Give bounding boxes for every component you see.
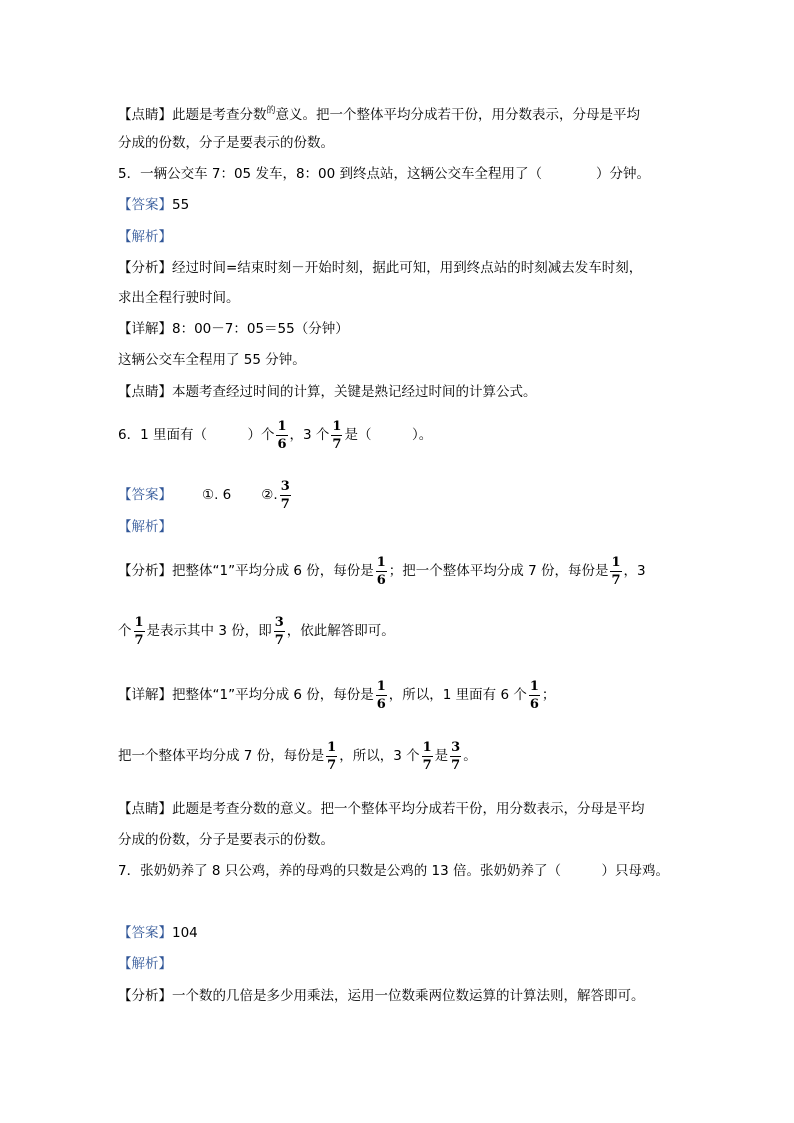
text: 【点睛】此题是考查分数的意义。把一个整体平均分成若干份，用分数表示，分母是平均	[118, 801, 645, 817]
text: 意义。把一个整体平均分成若干份，用分数表示，分母是平均	[275, 107, 641, 123]
jiexi-tag: 【解析】	[118, 956, 172, 972]
text: 。	[463, 747, 477, 764]
fraction-3-7	[274, 616, 285, 647]
fraction-denominator: 7	[422, 758, 432, 773]
xiangjie-5b	[118, 354, 306, 368]
fraction-denominator: 7	[332, 437, 342, 452]
text: 分成的份数，分子是要表示的份数。	[118, 135, 334, 151]
jiexi-7	[118, 958, 172, 972]
fenxi-5-line-1	[118, 262, 642, 276]
fraction-numerator: 1	[376, 555, 386, 570]
xiangjie-6-line-1	[118, 680, 555, 711]
fraction-denominator: 6	[529, 697, 539, 712]
fraction-numerator: 1	[134, 615, 144, 630]
answer-value: ②.	[261, 486, 278, 503]
fraction-1-7	[134, 616, 145, 647]
text: 的	[266, 106, 276, 116]
text: 【详解】8：00－7：05＝55（分钟）	[118, 321, 349, 337]
fenxi-7	[118, 990, 645, 1004]
text: 【分析】经过时间=结束时刻－开始时刻，据此可知，用到终点站的时刻减去发车时刻，	[118, 260, 643, 276]
fraction-numerator: 3	[280, 479, 290, 494]
text: 这辆公交车全程用了 55 分钟。	[118, 352, 306, 368]
question-text: 是（ ）。	[344, 426, 433, 443]
answer-tag: 【答案】	[118, 486, 172, 503]
fraction-numerator: 1	[611, 555, 621, 570]
answer-value: 104	[172, 925, 198, 941]
text: ，依此解答即可。	[286, 622, 395, 639]
fraction-denominator: 7	[274, 633, 284, 648]
fraction-numerator: 1	[422, 740, 432, 755]
text: 分成的份数，分子是要表示的份数。	[118, 832, 334, 848]
text: 【分析】一个数的几倍是多少用乘法，运用一位数乘两位数运算的计算法则，解答即可。	[118, 988, 645, 1004]
text: 【点睛】此题是考查分数	[118, 107, 267, 123]
fraction-denominator: 6	[376, 573, 386, 588]
question-text: 6．1 里面有（ ）个	[118, 426, 275, 443]
text: 是	[434, 747, 449, 764]
answer-6	[118, 480, 293, 511]
fraction-1-6	[376, 556, 387, 587]
answer-7	[118, 927, 198, 941]
dianjing-line-2	[118, 137, 334, 151]
fraction-denominator: 7	[327, 758, 337, 773]
dianjing-line-1	[118, 107, 640, 123]
text: 把一个整体平均分成 7 份，每份是	[118, 747, 325, 764]
fraction-1-7	[331, 420, 342, 451]
answer-value: ①. 6	[202, 486, 232, 503]
dianjing-6-line-2	[118, 834, 334, 848]
fenxi-5-line-2	[118, 292, 240, 306]
answer-value: 55	[172, 197, 190, 213]
jiexi-5	[118, 231, 172, 245]
fraction-1-7	[422, 741, 433, 772]
question-6	[118, 420, 432, 451]
fraction-denominator: 7	[134, 633, 144, 648]
fenxi-6-line-2	[118, 616, 395, 647]
answer-tag: 【答案】	[118, 925, 172, 941]
fraction-numerator: 1	[327, 740, 337, 755]
text: 【详解】把整体“1”平均分成 6 份，每份是	[118, 686, 374, 703]
dianjing-5	[118, 386, 537, 400]
fenxi-6-line-1	[118, 556, 646, 587]
text: ，所以，1 里面有 6 个	[388, 686, 527, 703]
fraction-denominator: 7	[451, 758, 461, 773]
text: 是表示其中 3 份，即	[146, 622, 272, 639]
dianjing-6-line-1	[118, 803, 645, 817]
xiangjie-5	[118, 323, 349, 337]
jiexi-tag: 【解析】	[118, 229, 172, 245]
jiexi-6	[118, 521, 172, 535]
text: 个	[118, 622, 132, 639]
text: ；把一个整体平均分成 7 份，每份是	[388, 562, 609, 579]
fraction-1-7	[326, 741, 337, 772]
fraction-denominator: 7	[611, 573, 621, 588]
fraction-1-6	[276, 420, 287, 451]
fraction-numerator: 1	[529, 679, 539, 694]
question-text: 5．一辆公交车 7：05 发车，8：00 到终点站，这辆公交车全程用了（ ）分钟。	[118, 166, 650, 182]
fraction-numerator: 3	[451, 740, 461, 755]
text: ，3	[623, 562, 646, 579]
fraction-numerator: 1	[332, 419, 342, 434]
text: 【分析】把整体“1”平均分成 6 份，每份是	[118, 562, 374, 579]
fraction-denominator: 6	[277, 437, 287, 452]
text: 求出全程行驶时间。	[118, 290, 240, 306]
fraction-1-7	[610, 556, 621, 587]
answer-5	[118, 199, 189, 213]
jiexi-tag: 【解析】	[118, 519, 172, 535]
xiangjie-6-line-2	[118, 741, 477, 772]
question-7	[118, 865, 669, 879]
fraction-numerator: 1	[277, 419, 287, 434]
fraction-3-7	[450, 741, 461, 772]
answer-tag: 【答案】	[118, 197, 172, 213]
question-text: ，3 个	[289, 426, 330, 443]
fraction-numerator: 3	[274, 615, 284, 630]
fraction-1-6	[376, 680, 387, 711]
question-text: 7．张奶奶养了 8 只公鸡，养的母鸡的只数是公鸡的 13 倍。张奶奶养了（ ）只母鸡。	[118, 863, 670, 879]
question-5	[118, 168, 650, 182]
fraction-3-7	[280, 480, 291, 511]
text: ，所以，3 个	[339, 747, 420, 764]
fraction-denominator: 6	[376, 697, 386, 712]
text: 【点睛】本题考查经过时间的计算，关键是熟记经过时间的计算公式。	[118, 384, 537, 400]
fraction-numerator: 1	[376, 679, 386, 694]
text: ；	[541, 686, 556, 703]
fraction-denominator: 7	[280, 497, 290, 512]
fraction-1-6	[529, 680, 540, 711]
